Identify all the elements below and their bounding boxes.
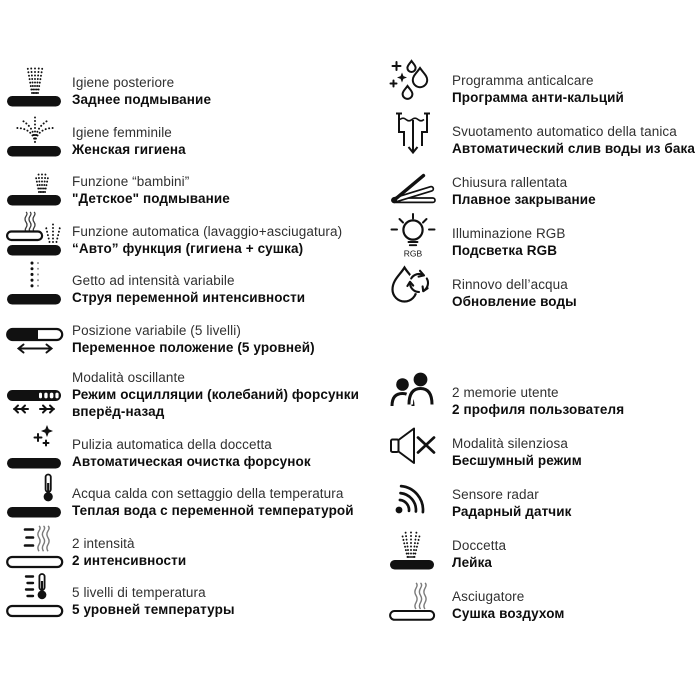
right-feature-column <box>388 66 700 622</box>
feature-row <box>6 221 376 257</box>
feature-label-ru: Сушка воздухом <box>452 606 565 621</box>
water-renewal-icon <box>388 270 438 310</box>
feature-row <box>388 219 700 259</box>
feature-label-ru: Плавное закрывание <box>452 192 596 207</box>
feature-label-ru: Режим осцилляции (колебаний) форсунки вперёд-назад <box>72 387 360 419</box>
feature-label-ru: "Детское" подмывание <box>72 191 230 206</box>
feature-row <box>388 66 700 106</box>
feature-row <box>6 320 376 356</box>
feature-label-it: Chiusura rallentata <box>452 175 568 190</box>
anticalc-program-icon <box>388 66 438 106</box>
feature-label-it: Funzione automatica (lavaggio+asciugatura) <box>72 223 343 239</box>
feature-row <box>388 582 700 622</box>
feature-label-ru: 2 профиля пользователя <box>452 402 625 417</box>
two-user-memories-icon <box>388 378 438 418</box>
feature-label-ru: Заднее подмывание <box>72 92 212 107</box>
feature-label-it: Rinnovo dell’acqua <box>452 277 568 292</box>
silent-mode-icon <box>388 429 438 469</box>
feature-row <box>6 582 376 618</box>
feature-label-it: Igiene posteriore <box>72 75 175 90</box>
feminine-wash-icon <box>6 122 64 158</box>
feature-row <box>388 168 700 208</box>
column-group-spacer <box>388 321 700 367</box>
feature-label-ru: Автоматический слив воды из бака <box>452 141 695 156</box>
warm-water-icon <box>6 483 64 519</box>
feature-label-ru: Подсветка RGB <box>452 243 558 258</box>
feature-row <box>388 270 700 310</box>
feature-row <box>388 480 700 520</box>
feature-label-it: Getto ad intensità variabile <box>72 273 235 288</box>
feature-label-ru: Обновление воды <box>452 294 577 309</box>
feature-row <box>6 270 376 306</box>
feature-label-ru: “Авто” функция (гигиена + сушка) <box>72 240 304 256</box>
feature-label-ru: Струя переменной интенсивности <box>72 290 306 305</box>
tank-drain-icon <box>388 117 438 157</box>
feature-label-it: Acqua calda con settaggio della temperatura <box>72 486 344 501</box>
feature-row <box>388 117 700 157</box>
two-intensities-icon <box>6 533 64 569</box>
feature-label-it: Modalità oscillante <box>72 370 185 385</box>
radar-sensor-icon <box>388 480 438 520</box>
feature-row <box>6 434 376 470</box>
variable-position-icon <box>6 320 64 356</box>
feature-label-ru: 2 интенсивности <box>72 552 187 568</box>
feature-label-it: Programma anticalcare <box>452 73 594 88</box>
feature-label-it: 2 intensità <box>72 535 135 551</box>
feature-label-it: Funzione “bambini” <box>72 174 190 189</box>
feature-row <box>388 378 700 418</box>
left-feature-column <box>6 72 376 618</box>
five-temperature-levels-icon <box>6 582 64 618</box>
nozzle-self-clean-icon <box>6 434 64 470</box>
feature-row <box>6 483 376 519</box>
feature-label-ru: 5 уровней температуры <box>72 602 235 617</box>
feature-label-ru: Переменное положение (5 уровней) <box>72 339 315 355</box>
rgb-light-icon <box>388 219 438 259</box>
kids-wash-icon <box>6 171 64 207</box>
air-dryer-icon <box>388 582 438 622</box>
variable-intensity-icon <box>6 270 64 306</box>
oscillating-nozzle-icon <box>6 384 64 420</box>
feature-label-ru: Программа анти-кальций <box>452 90 624 105</box>
auto-wash-dry-icon <box>6 221 64 257</box>
feature-label-it: 2 memorie utente <box>452 385 559 400</box>
feature-label-it: Posizione variabile (5 livelli) <box>72 322 241 338</box>
feature-label-it: Svuotamento automatico della tanica <box>452 124 677 139</box>
feature-row <box>6 369 376 420</box>
rgb-icon-text: RGB <box>403 248 423 259</box>
feature-row <box>6 533 376 569</box>
rear-wash-icon <box>6 72 64 108</box>
feature-row <box>6 171 376 207</box>
feature-row <box>6 72 376 108</box>
feature-label-it: 5 livelli di temperatura <box>72 585 206 600</box>
handheld-shower-icon <box>388 531 438 571</box>
feature-row <box>6 122 376 158</box>
feature-row <box>388 531 700 571</box>
feature-label-it: Sensore radar <box>452 487 539 502</box>
feature-label-ru: Автоматическая очистка форсунок <box>72 453 311 469</box>
feature-label-it: Doccetta <box>452 538 507 553</box>
feature-label-ru: Женская гигиена <box>72 141 186 157</box>
feature-label-ru: Бесшумный режим <box>452 453 582 468</box>
feature-label-it: Igiene femminile <box>72 124 172 140</box>
feature-label-it: Asciugatore <box>452 589 525 604</box>
feature-label-ru: Теплая вода с переменной температурой <box>72 503 354 518</box>
soft-close-icon <box>388 168 438 208</box>
feature-label-it: Modalità silenziosa <box>452 436 568 451</box>
feature-label-it: Pulizia automatica della doccetta <box>72 436 272 452</box>
feature-row <box>388 429 700 469</box>
feature-label-ru: Лейка <box>452 555 493 570</box>
feature-label-ru: Радарный датчик <box>452 504 572 519</box>
feature-label-it: Illuminazione RGB <box>452 226 566 241</box>
